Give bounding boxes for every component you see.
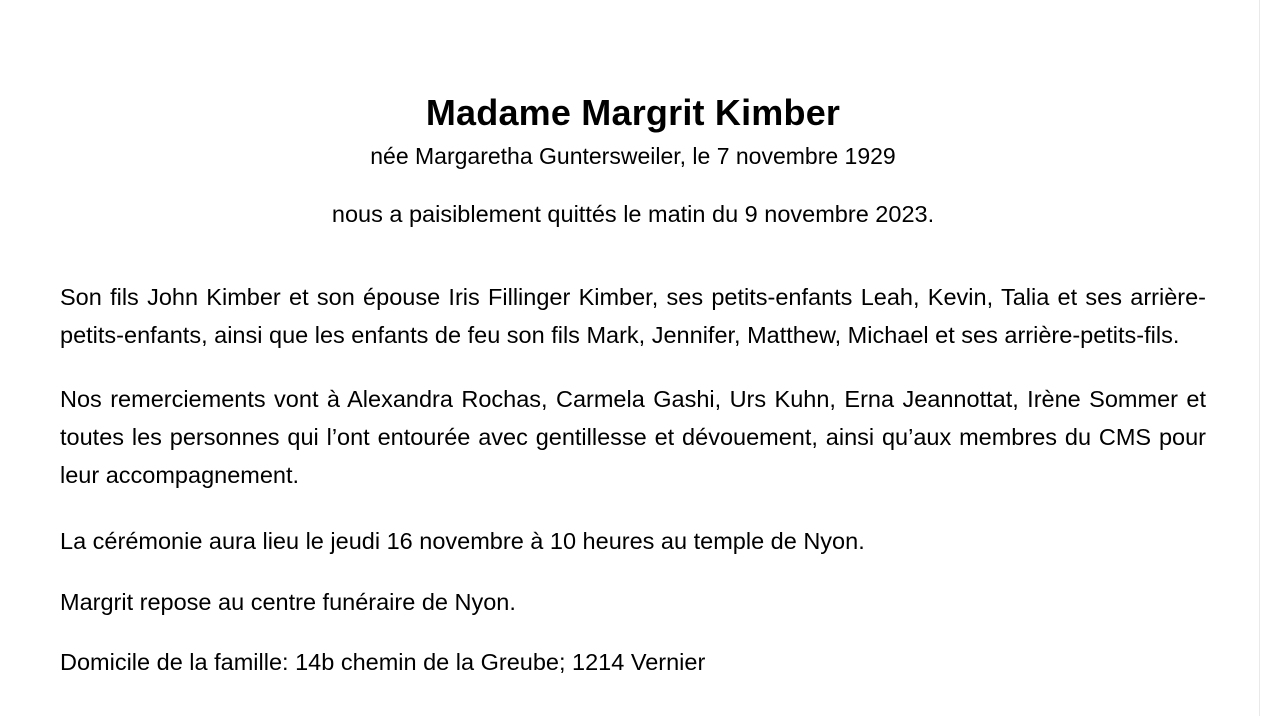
page-right-edge [1259, 0, 1266, 716]
family-paragraph: Son fils John Kimber et son épouse Iris Fillinger Kimber, ses petits-enfants Leah, Kevin, Talia et ses arrière-petits-enfants, ainsi que les enfants de feu son fils Mark, Jennifer, Matthew, Michael et ses arrière-petits-fils. [60, 284, 1206, 349]
family-address-line: Domicile de la famille: 14b chemin de la Greube; 1214 Vernier [60, 648, 706, 675]
birth-details: née Margaretha Guntersweiler, le 7 novembre 1929 [370, 143, 896, 170]
ceremony-line: La cérémonie aura lieu le jeudi 16 novembre à 10 heures au temple de Nyon. [60, 528, 865, 555]
thanks-paragraph: Nos remerciements vont à Alexandra Rochas, Carmela Gashi, Urs Kuhn, Erna Jeannottat, Irène Sommer et toutes les personnes qui l’ont entourée avec gentillesse et dévouement, ainsi qu’aux membres du CMS pour leur accompagnement. [60, 386, 1206, 489]
repose-line: Margrit repose au centre funéraire de Nyon. [60, 588, 516, 615]
deceased-name: Madame Margrit Kimber [425, 92, 841, 133]
passing-details: nous a paisiblement quittés le matin du 9 novembre 2023. [331, 200, 935, 227]
notice-content [60, 0, 1206, 681]
